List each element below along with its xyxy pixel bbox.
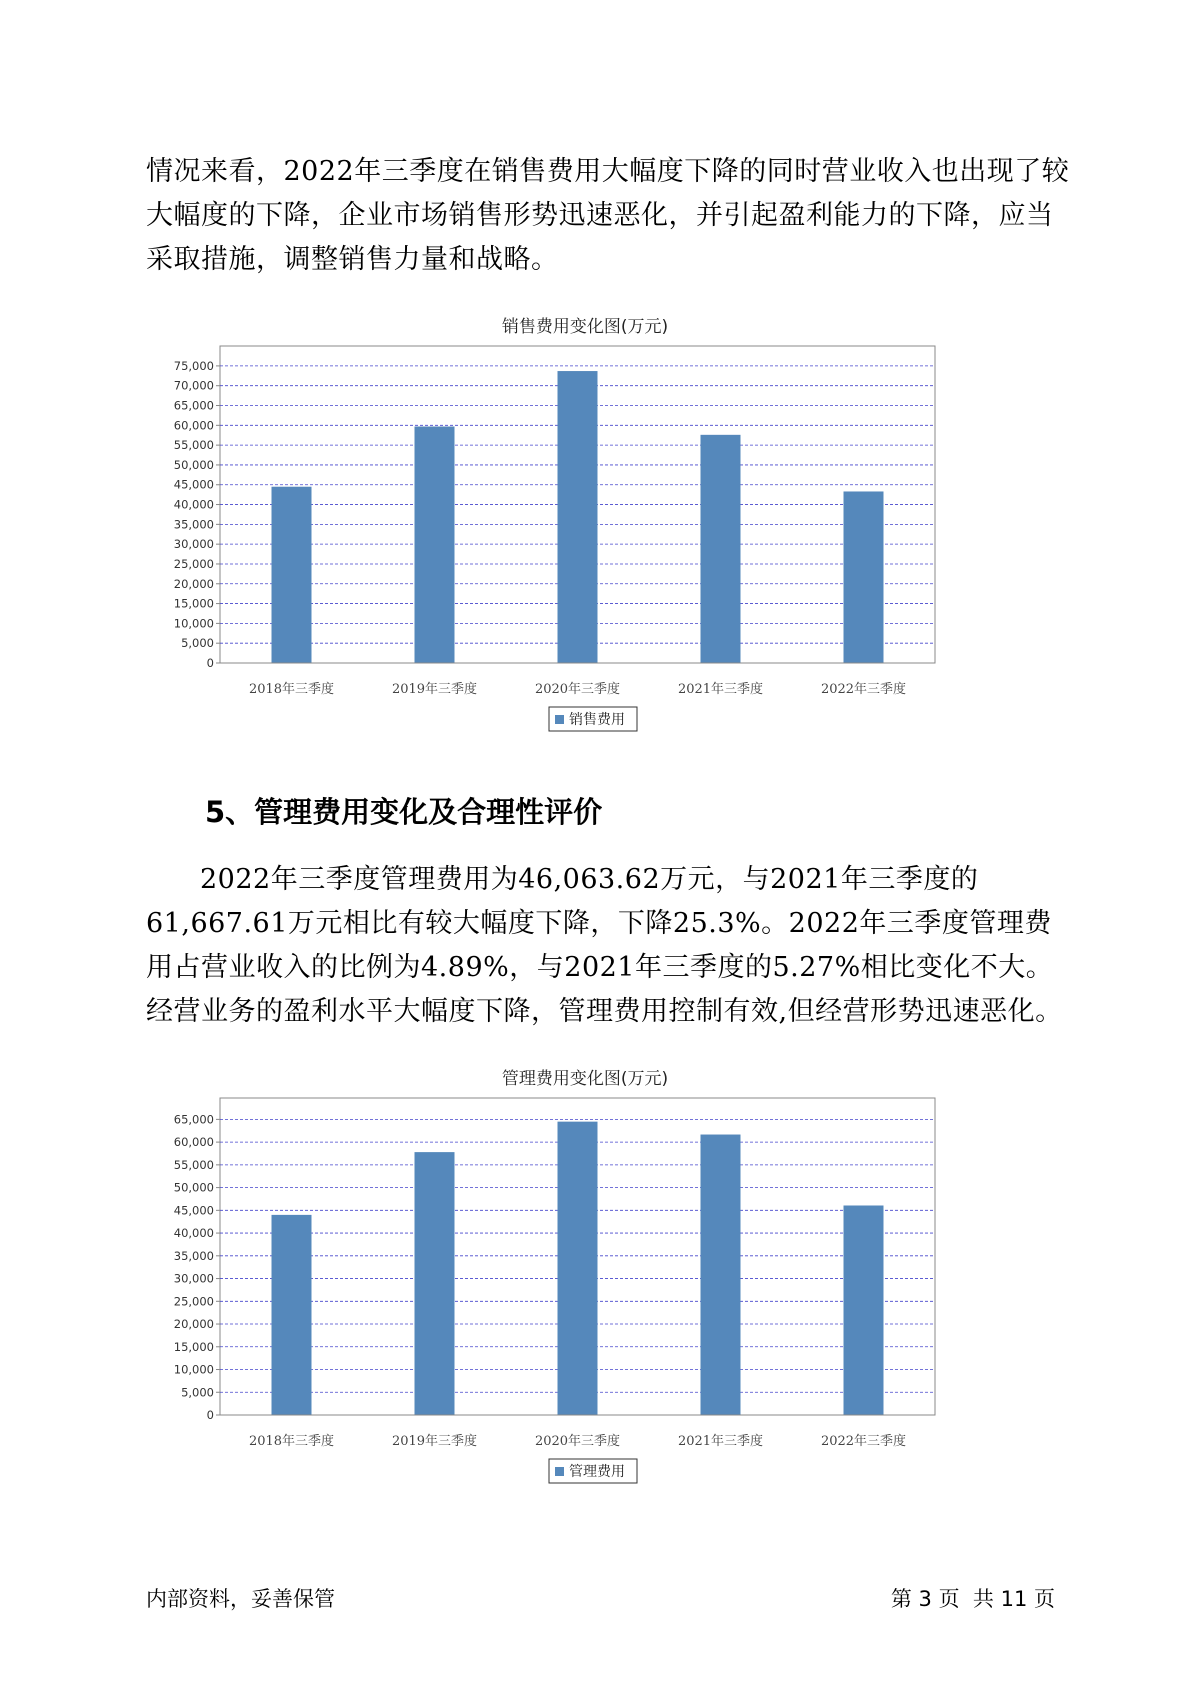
chart-body bbox=[174, 346, 935, 731]
bar bbox=[415, 1152, 455, 1415]
y-tick-label: 65,000 bbox=[173, 398, 214, 413]
legend-swatch bbox=[555, 1467, 564, 1476]
y-tick-label: 20,000 bbox=[173, 576, 214, 591]
y-tick-label: 50,000 bbox=[173, 457, 214, 472]
bar bbox=[558, 1122, 598, 1415]
bar bbox=[844, 1205, 884, 1415]
y-tick-label: 50,000 bbox=[173, 1180, 214, 1195]
y-tick-label: 30,000 bbox=[173, 537, 214, 552]
legend-label: 管理费用 bbox=[569, 1464, 625, 1480]
chart-title: 管理费用变化图(万元) bbox=[501, 1069, 669, 1089]
x-tick-label: 2022年三季度 bbox=[820, 1434, 907, 1449]
y-tick-label: 0 bbox=[206, 656, 214, 670]
admin-expense-paragraph: 2022年三季度管理费用为46,063.62万元，与2021年三季度的61,667.61万元相比有较大幅度下降，下降25.3%。2022年三季度管理费用占营业收入的比例为4.89%，与2021年三季度的5.27%相比变化不大。经营业务的盈利水平大幅度下降，管理费用控制有效,但经营形势迅速恶化。 bbox=[146, 864, 1063, 1027]
x-tick-label: 2019年三季度 bbox=[391, 1434, 478, 1449]
y-tick-label: 55,000 bbox=[173, 438, 214, 453]
y-tick-label: 40,000 bbox=[173, 1226, 214, 1241]
sales-expense-chart bbox=[150, 316, 1020, 756]
bar bbox=[701, 435, 741, 663]
legend-swatch bbox=[555, 715, 564, 724]
y-tick-label: 35,000 bbox=[173, 1248, 214, 1263]
bar bbox=[272, 487, 312, 663]
y-tick-label: 40,000 bbox=[173, 497, 214, 512]
x-tick-label: 2020年三季度 bbox=[534, 682, 621, 697]
y-tick-label: 25,000 bbox=[173, 1294, 214, 1309]
y-tick-label: 20,000 bbox=[173, 1317, 214, 1332]
y-tick-label: 10,000 bbox=[173, 616, 214, 631]
y-tick-label: 60,000 bbox=[173, 1135, 214, 1150]
x-tick-label: 2020年三季度 bbox=[534, 1434, 621, 1449]
y-tick-label: 60,000 bbox=[173, 418, 214, 433]
sales-expense-chart-svg bbox=[150, 316, 1020, 756]
y-tick-label: 0 bbox=[206, 1408, 214, 1422]
y-tick-label: 15,000 bbox=[173, 1339, 214, 1354]
admin-expense-chart-svg bbox=[150, 1068, 1020, 1508]
bar bbox=[272, 1215, 312, 1415]
y-tick-label: 15,000 bbox=[173, 596, 214, 611]
x-tick-label: 2018年三季度 bbox=[248, 1434, 335, 1449]
x-tick-label: 2021年三季度 bbox=[677, 1434, 764, 1449]
x-tick-label: 2022年三季度 bbox=[820, 682, 907, 697]
section-heading: 5、管理费用变化及合理性评价 bbox=[205, 795, 603, 829]
y-tick-label: 45,000 bbox=[173, 477, 214, 492]
y-tick-label: 10,000 bbox=[173, 1362, 214, 1377]
bar bbox=[558, 371, 598, 663]
x-tick-label: 2018年三季度 bbox=[248, 682, 335, 697]
y-tick-label: 65,000 bbox=[173, 1112, 214, 1127]
chart-body bbox=[174, 1098, 935, 1483]
y-tick-label: 70,000 bbox=[173, 378, 214, 393]
y-tick-label: 5,000 bbox=[181, 1385, 214, 1400]
y-tick-label: 55,000 bbox=[173, 1157, 214, 1172]
bar bbox=[701, 1135, 741, 1415]
x-tick-label: 2021年三季度 bbox=[677, 682, 764, 697]
y-tick-label: 25,000 bbox=[173, 556, 214, 571]
x-tick-label: 2019年三季度 bbox=[391, 682, 478, 697]
footer-page-number: 第 3 页 共 11 页 bbox=[890, 1587, 1055, 1611]
footer-confidential: 内部资料，妥善保管 bbox=[146, 1587, 335, 1611]
admin-expense-chart bbox=[150, 1068, 1020, 1508]
bar bbox=[415, 427, 455, 663]
y-tick-label: 45,000 bbox=[173, 1203, 214, 1218]
legend-label: 销售费用 bbox=[569, 712, 625, 728]
chart-title: 销售费用变化图(万元) bbox=[501, 317, 669, 337]
y-tick-label: 35,000 bbox=[173, 517, 214, 532]
intro-paragraph: 情况来看，2022年三季度在销售费用大幅度下降的同时营业收入也出现了较大幅度的下降，企业市场销售形势迅速恶化，并引起盈利能力的下降，应当采取措施，调整销售力量和战略。 bbox=[146, 156, 1070, 275]
bar bbox=[844, 491, 884, 663]
y-tick-label: 30,000 bbox=[173, 1271, 214, 1286]
y-tick-label: 75,000 bbox=[173, 358, 214, 373]
y-tick-label: 5,000 bbox=[181, 636, 214, 651]
